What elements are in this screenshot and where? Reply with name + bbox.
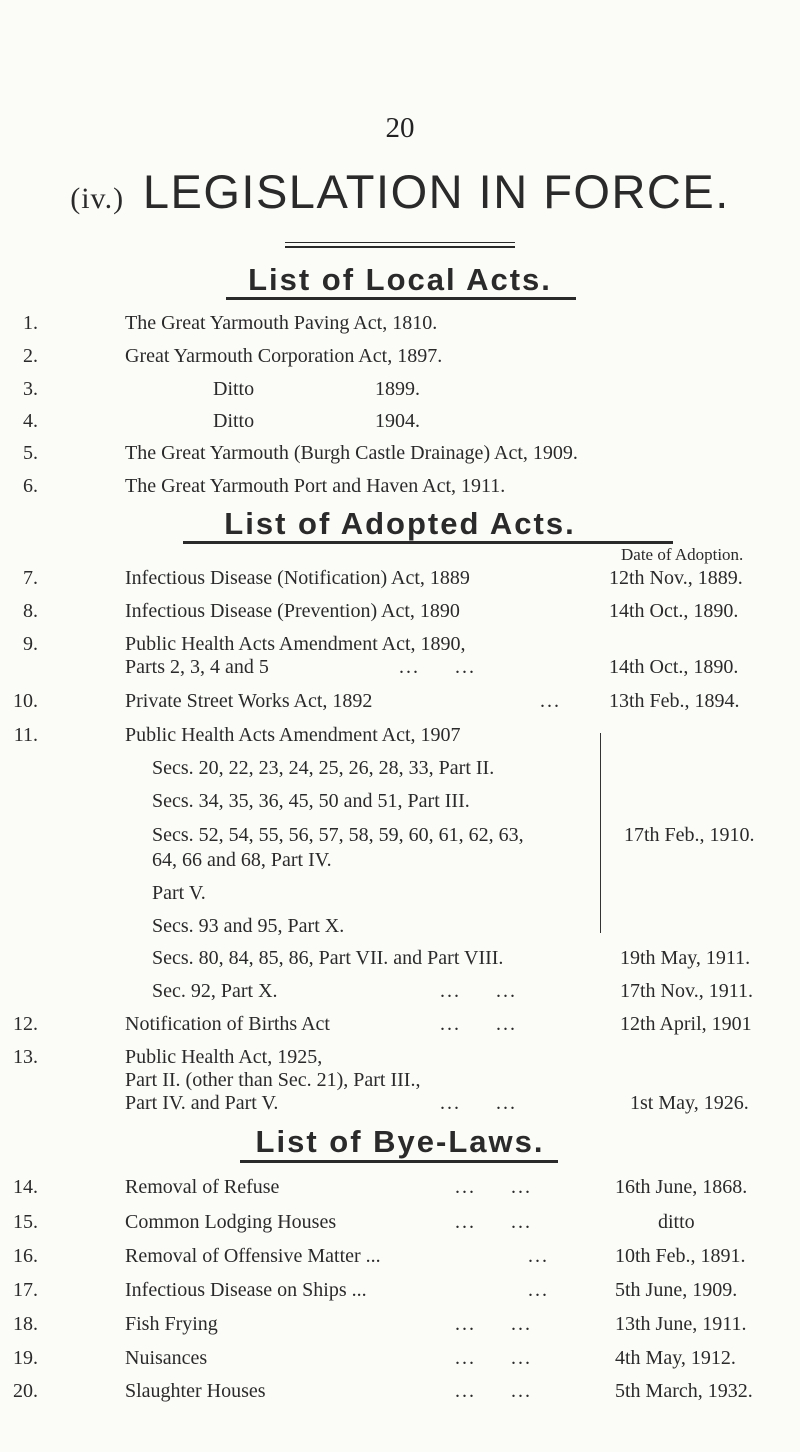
list-item: 20. Slaughter Houses ... ... 5th March, 1932. (13, 1380, 753, 1402)
title-rule-bottom (285, 246, 515, 248)
list-item: 18. Fish Frying ... ... 13th June, 1911. (13, 1313, 747, 1335)
list-item: 15. Common Lodging Houses ... ... ditto (13, 1211, 695, 1233)
list-item: Secs. 80, 84, 85, 86, Part VII. and Part VIII. 19th May, 1911. (152, 947, 751, 969)
list-item: 3. Ditto 1899. (23, 378, 420, 400)
list-item: 11. Public Health Acts Amendment Act, 1907 Secs. 20, 22, 23, 24, 25, 26, 28, 33, Part II. Secs. 34, 35, 36, 45, 50 and 51, Part III. Secs. 52, 54, 55, 56, 57, 58, 59, 60, 61, 62, 63, 64, 66 and 68, Part IV. Part V. Secs. 93 and 95, Part X. 17th Feb., 1910. (13, 724, 755, 937)
local-acts-underline (226, 297, 576, 300)
page-title (0, 165, 800, 218)
title-prefix: (iv.) (70, 182, 125, 215)
page-number: 20 (385, 112, 415, 144)
list-item: 6. The Great Yarmouth Port and Haven Act, 1911. (23, 475, 506, 497)
date-column-header: Date of Adoption. (621, 545, 744, 564)
list-item: 19. Nuisances ... ... 4th May, 1912. (13, 1347, 736, 1369)
bye-laws-heading: List of Bye-Laws. (255, 1124, 545, 1159)
list-item: 10. Private Street Works Act, 1892 ... 13th Feb., 1894. (13, 690, 740, 712)
list-item: 16. Removal of Offensive Matter ... ... 10th Feb., 1891. (13, 1245, 746, 1267)
list-item: 17. Infectious Disease on Ships ... ... 5th June, 1909. (13, 1279, 738, 1301)
adopted-acts-underline (183, 541, 673, 544)
list-item: 5. The Great Yarmouth (Burgh Castle Drainage) Act, 1909. (23, 442, 578, 464)
adopted-acts-heading: List of Adopted Acts. (224, 506, 576, 541)
bracket-line (594, 733, 601, 933)
title-rule-top (285, 242, 515, 243)
list-item: 13. Public Health Act, 1925, Part II. (other than Sec. 21), Part III., Part IV. and Part V. ... ... 1st May, 1926. (13, 1046, 749, 1114)
list-item: 14. Removal of Refuse ... ... 16th June, 1868. (13, 1176, 748, 1198)
local-acts-heading: List of Local Acts. (248, 262, 552, 297)
list-item: Sec. 92, Part X. ... ... 17th Nov., 1911. (152, 980, 753, 1002)
title-text: LEGISLATION IN FORCE. (142, 165, 730, 218)
list-item: 1. The Great Yarmouth Paving Act, 1810. (23, 312, 438, 334)
list-item: 4. Ditto 1904. (23, 410, 420, 432)
bye-laws-underline (240, 1160, 558, 1163)
list-item: 7. Infectious Disease (Notification) Act, 1889 12th Nov., 1889. (23, 567, 743, 589)
list-item: 8. Infectious Disease (Prevention) Act, 1890 14th Oct., 1890. (23, 600, 739, 622)
list-item: 2. Great Yarmouth Corporation Act, 1897. (23, 345, 443, 367)
list-item: 9. Public Health Acts Amendment Act, 1890, Parts 2, 3, 4 and 5 ... ... 14th Oct., 1890. (23, 633, 739, 678)
list-item: 12. Notification of Births Act ... ... 12th April, 1901 (13, 1013, 752, 1035)
